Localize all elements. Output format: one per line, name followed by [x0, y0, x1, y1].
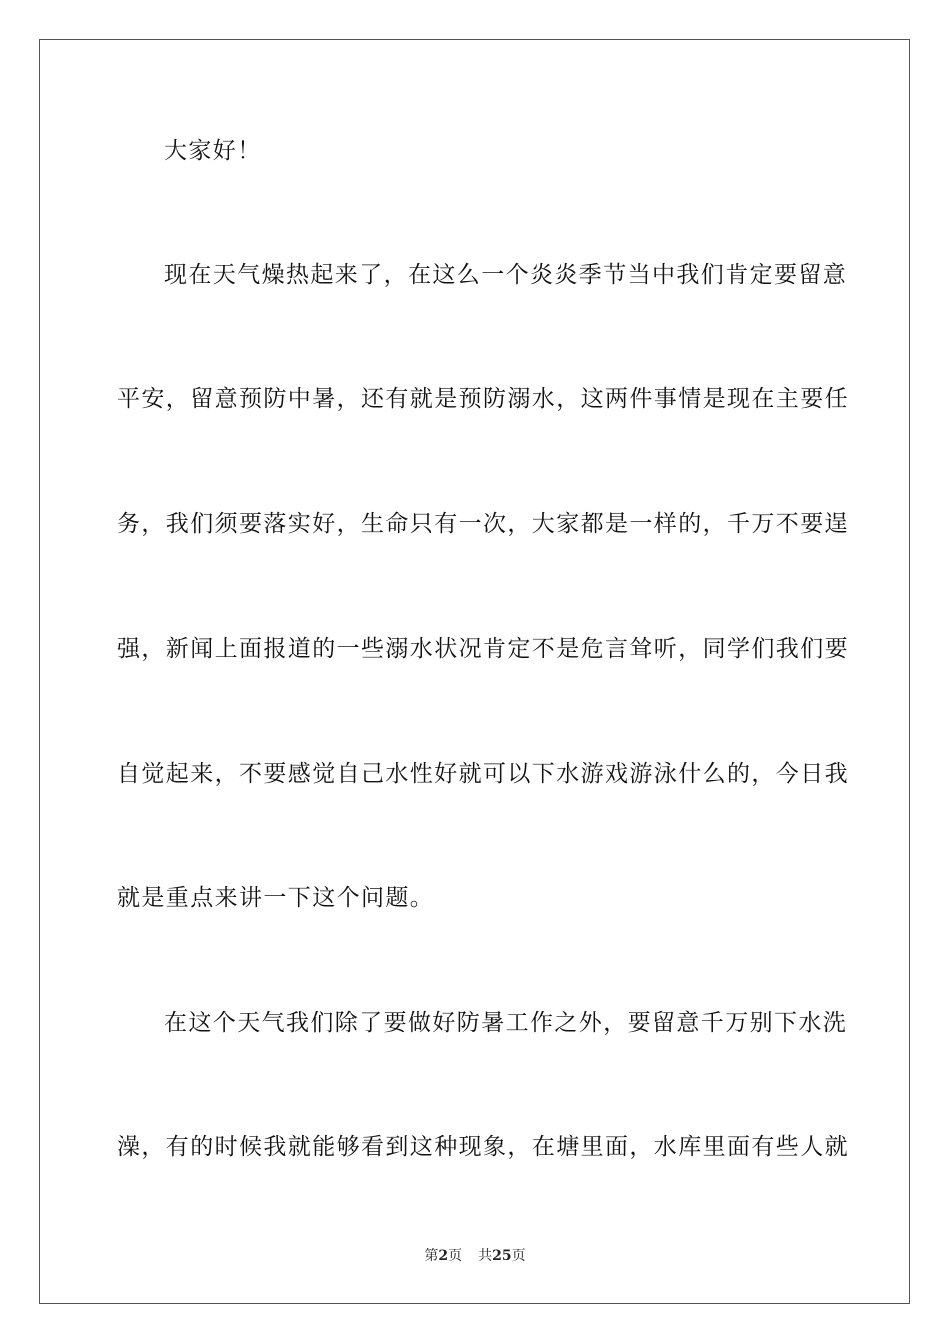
total-suffix: 页	[511, 1248, 526, 1264]
body-line: 就是重点来讲一下这个问题。	[117, 885, 435, 911]
page-footer	[0, 1246, 950, 1266]
body-line: 强，新闻上面报道的一些溺水状况肯定不是危言耸听，同学们我们要	[117, 636, 849, 662]
total-pages: 25	[492, 1248, 512, 1264]
total-prefix: 共	[478, 1248, 493, 1264]
page-number: 2	[438, 1248, 449, 1264]
page-suffix: 页	[448, 1248, 463, 1264]
body-line: 澡，有的时候我就能够看到这种现象，在塘里面，水库里面有些人就	[117, 1134, 849, 1160]
page-border	[39, 39, 910, 1304]
body-line: 现在天气燥热起来了，在这么一个炎炎季节当中我们肯定要留意	[164, 262, 848, 288]
body-line: 自觉起来，不要感觉自己水性好就可以下水游戏游泳什么的，今日我	[117, 761, 849, 787]
body-line: 平安，留意预防中暑，还有就是预防溺水，这两件事情是现在主要任	[117, 386, 849, 412]
greeting-line: 大家好！	[164, 138, 262, 164]
page-prefix: 第	[424, 1248, 439, 1264]
body-line: 在这个天气我们除了要做好防暑工作之外，要留意千万别下水洗	[164, 1010, 848, 1036]
body-line: 务，我们须要落实好，生命只有一次，大家都是一样的，千万不要逞	[117, 511, 849, 537]
